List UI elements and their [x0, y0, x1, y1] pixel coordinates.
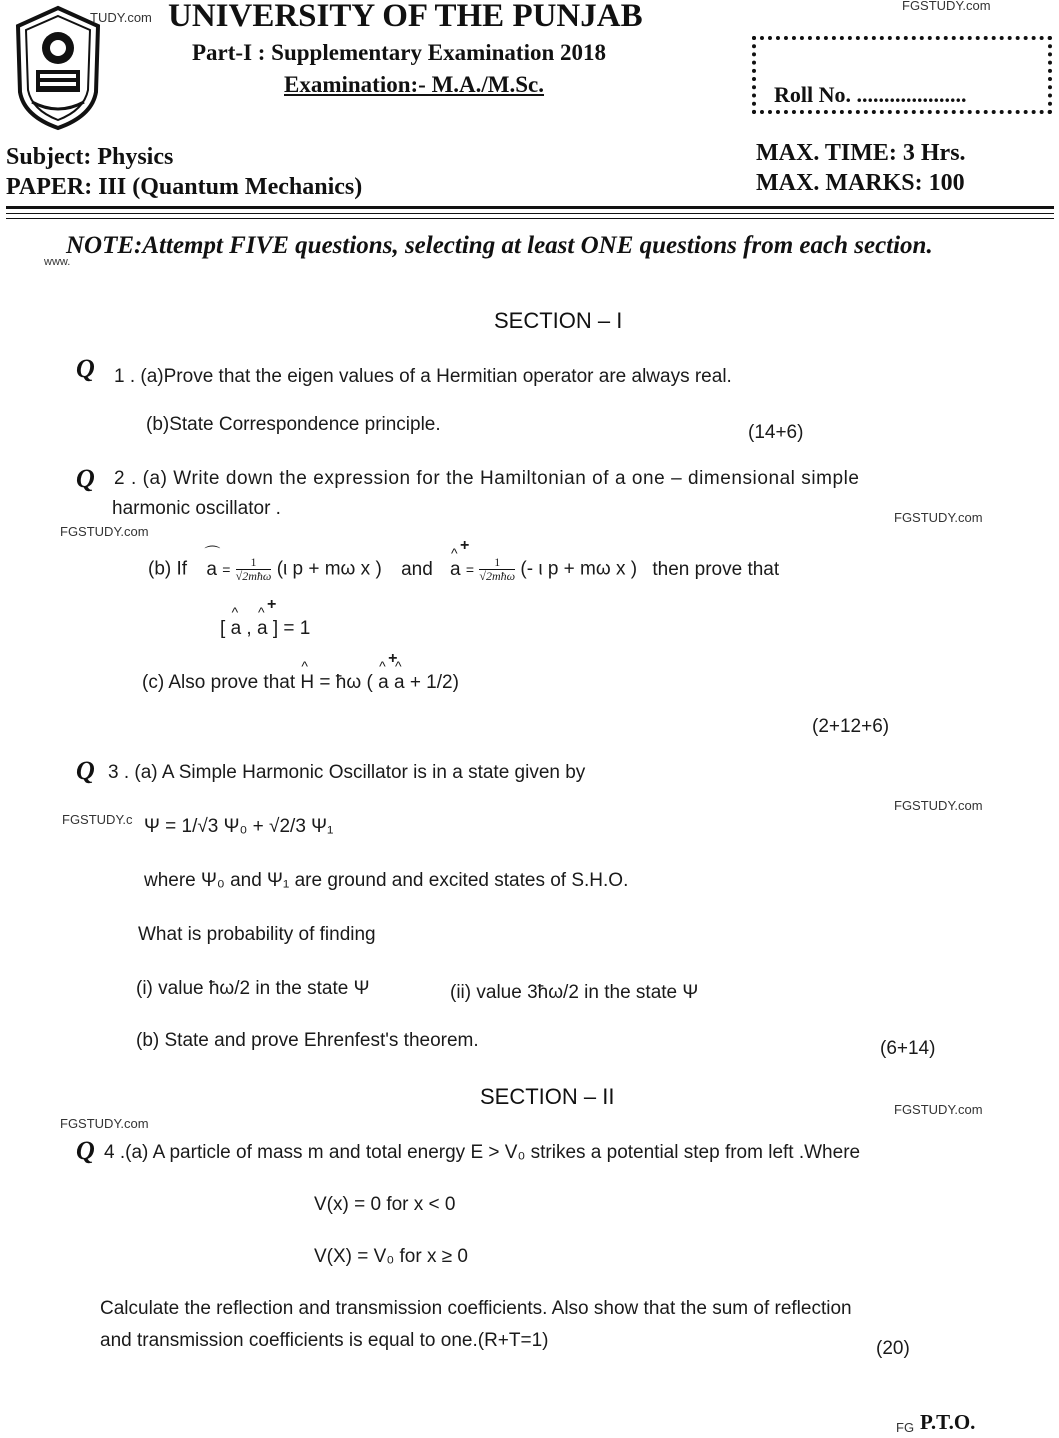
q1-part-b: (b)State Correspondence principle. [146, 414, 441, 435]
pto-label: P.T.O. [920, 1410, 976, 1434]
q4-marks: (20) [876, 1338, 910, 1359]
q2-part-b: (b) If ⌒ a = $\frac{1}{\text{√2mħω}}$ (ι p + mω x ) and ^ a + = $\frac{1}{\text{√2mħω}}$ (- ι p + mω x ) then prove that [148, 556, 779, 583]
q2-part-a-line2: harmonic oscillator . [112, 498, 281, 519]
section-1-heading: SECTION – I [494, 308, 623, 333]
q4-potential-2: V(X) = V₀ for x ≥ 0 [314, 1246, 468, 1267]
q4-calc-line1: Calculate the reflection and transmission coefficients. Also show that the sum of reflection [100, 1298, 852, 1319]
header-divider-thin-2 [6, 218, 1054, 219]
watermark-top-right: FGSTUDY.com [902, 0, 991, 13]
hamiltonian-operator-symbol: ^ H [300, 672, 314, 694]
q2-part-a-line1: 2 . (a) Write down the expression for the Hamiltonian of a one – dimensional simple [114, 468, 860, 489]
q3-part-i: (i) value ħω/2 in the state Ψ [136, 978, 370, 999]
watermark-sec2-left: FGSTUDY.com [60, 1116, 149, 1131]
q4-calc-line2: and transmission coefficients is equal to one.(R+T=1) [100, 1330, 549, 1351]
q3-state-equation: Ψ = 1/√3 Ψ₀ + √2/3 Ψ₁ [144, 816, 334, 837]
question-mark-icon: Q [76, 756, 95, 785]
q4-part-a: 4 .(a) A particle of mass m and total energy E > V₀ strikes a potential step from left .Where [104, 1142, 861, 1163]
operator-a-symbol: ^ a [231, 618, 242, 640]
watermark-sec2-right: FGSTUDY.com [894, 1102, 983, 1117]
operator-a-symbol: ^ a [394, 672, 405, 694]
examination-type: Examination:- M.A./M.Sc. [284, 72, 545, 97]
q3-part-a: 3 . (a) A Simple Harmonic Oscillator is in a state given by [108, 762, 586, 783]
q4-potential-1: V(x) = 0 for x < 0 [314, 1194, 456, 1215]
university-title: UNIVERSITY OF THE PUNJAB [168, 0, 643, 34]
watermark-q3-right: FGSTUDY.com [894, 798, 983, 813]
operator-a-dagger-symbol: ^ a + [257, 618, 268, 640]
header-divider-thick [6, 206, 1054, 209]
roll-no-label: Roll No. .................... [774, 82, 967, 107]
q3-what: What is probability of finding [138, 924, 376, 945]
fraction: $\frac{1}{\text{√2mħω}}$ [479, 555, 516, 583]
watermark-q2-left: FGSTUDY.com [60, 524, 149, 539]
operator-a-dagger-symbol: ^ a + [378, 672, 389, 694]
instructions-note: NOTE:Attempt FIVE questions, selecting at least ONE questions from each section. [66, 232, 933, 259]
header-divider-thin [6, 213, 1054, 214]
question-mark-icon: Q [76, 1136, 95, 1165]
q1-part-a: 1 . (a)Prove that the eigen values of a Hermitian operator are always real. [114, 366, 732, 387]
operator-a-dagger-symbol: ^ a + [450, 559, 461, 581]
q2-part-c: (c) Also prove that ^ H = ħω ( ^ a + ^ a + 1/2) [142, 672, 459, 694]
exam-part: Part-I : Supplementary Examination 2018 [192, 40, 606, 65]
question-mark-icon: Q [76, 354, 95, 383]
q2-marks: (2+12+6) [812, 716, 890, 737]
q2-commutator: [ ^ a , ^ a + ] = 1 [220, 618, 310, 640]
watermark-top-left: TUDY.com [90, 10, 152, 25]
q3-part-ii: (ii) value 3ħω/2 in the state Ψ [450, 982, 699, 1003]
watermark-q2-right: FGSTUDY.com [894, 510, 983, 525]
operator-a-symbol: ⌒ a [206, 559, 217, 581]
question-mark-icon: Q [76, 464, 95, 493]
q3-part-b: (b) State and prove Ehrenfest's theorem. [136, 1030, 479, 1051]
fraction: $\frac{1}{\text{√2mħω}}$ [235, 555, 272, 583]
section-2-heading: SECTION – II [480, 1084, 615, 1109]
q3-where: where Ψ₀ and Ψ₁ are ground and excited states of S.H.O. [144, 870, 629, 891]
watermark-pto-left: FG [896, 1420, 915, 1435]
max-time: MAX. TIME: 3 Hrs. [756, 140, 966, 166]
paper: PAPER: III (Quantum Mechanics) [6, 174, 363, 200]
roll-no-box [752, 36, 1052, 114]
q3-marks: (6+14) [880, 1038, 936, 1059]
watermark-note-left: www. [44, 256, 71, 268]
watermark-q3-left: FGSTUDY.c [62, 812, 133, 827]
q1-marks: (14+6) [748, 422, 804, 443]
max-marks: MAX. MARKS: 100 [756, 170, 965, 196]
subject: Subject: Physics [6, 144, 174, 170]
